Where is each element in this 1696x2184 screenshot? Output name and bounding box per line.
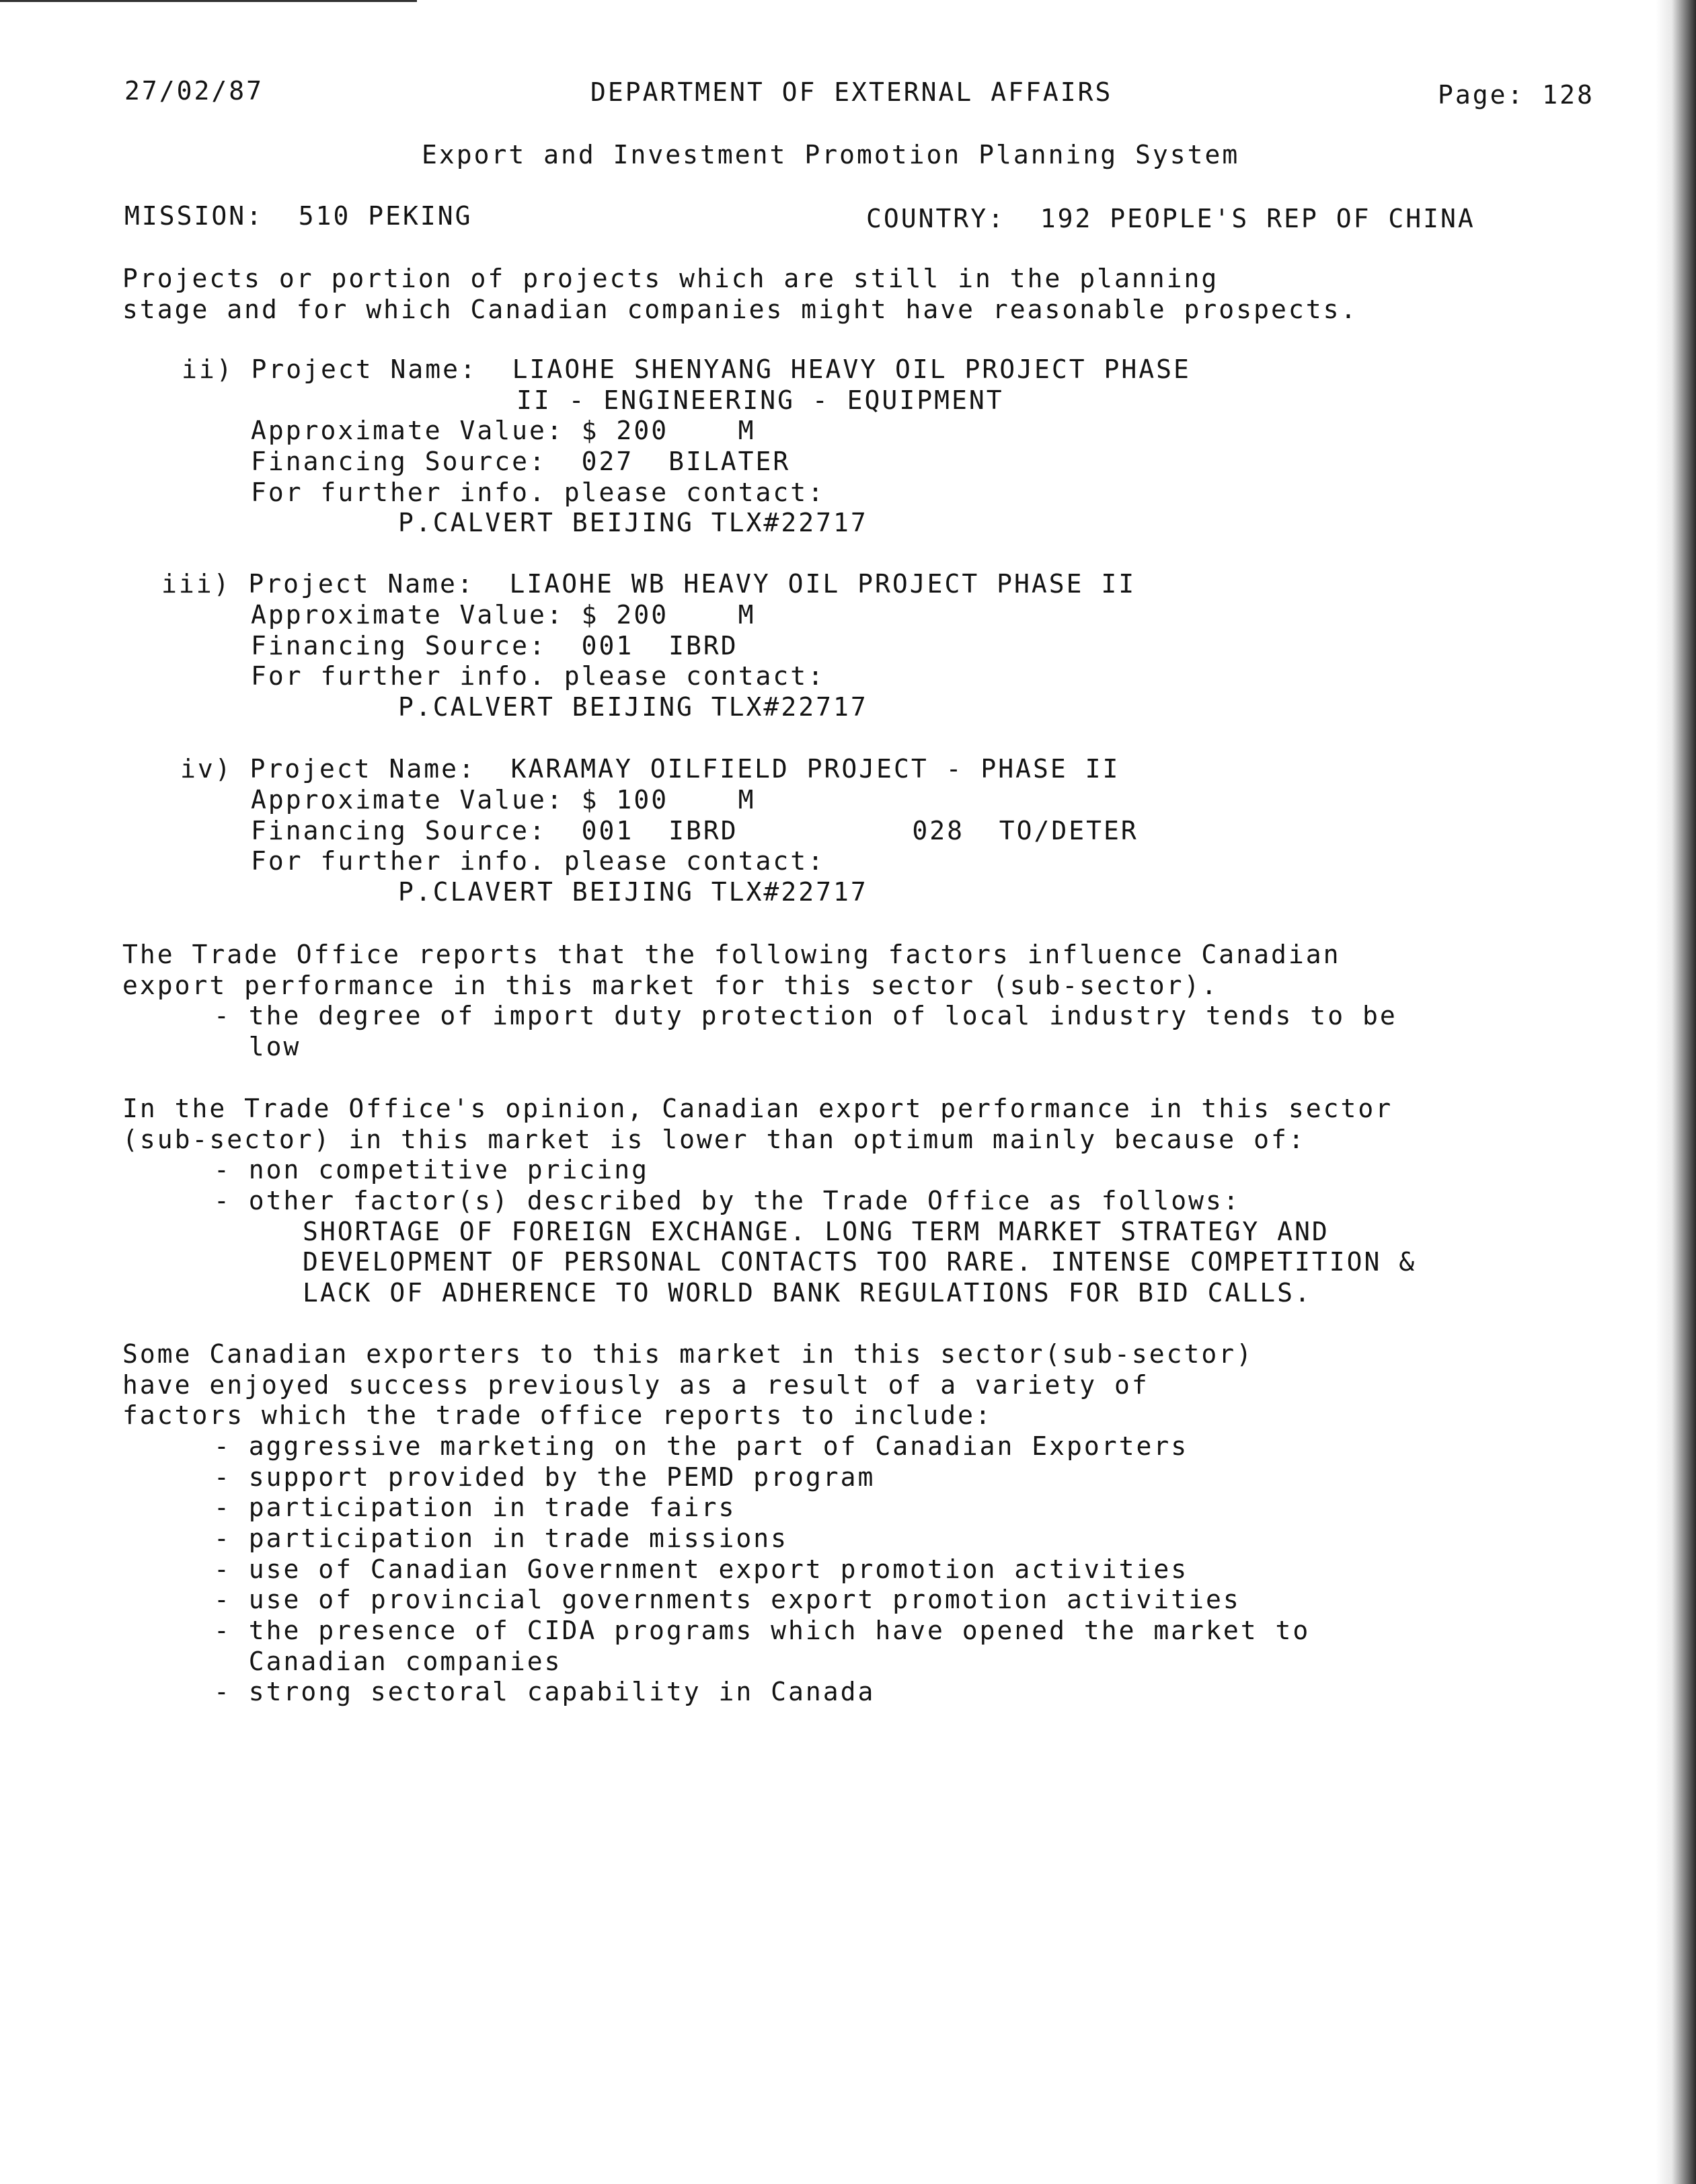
- success-item: - aggressive marketing on the part of Canadian Exporters: [214, 1431, 1189, 1461]
- success-intro: factors which the trade office reports to include:: [122, 1400, 993, 1430]
- project-contact: P.CALVERT BEIJING TLX#22717: [398, 692, 868, 722]
- intro-line: stage and for which Canadian companies might have reasonable prospects.: [122, 295, 1358, 324]
- factors-intro: The Trade Office reports that the following factors influence Canadian: [122, 940, 1341, 969]
- project-name-continued: II - ENGINEERING - EQUIPMENT: [516, 385, 1004, 415]
- mission-label: MISSION: 510 PEKING: [124, 201, 473, 231]
- factors-intro: export performance in this market for this sector (sub-sector).: [122, 971, 1219, 1000]
- project-contact-label: For further info. please contact:: [251, 846, 825, 876]
- success-item: - participation in trade missions: [214, 1523, 788, 1553]
- opinion-detail: LACK OF ADHERENCE TO WORLD BANK REGULATIONS FOR BID CALLS.: [303, 1278, 1312, 1308]
- project-financing: Financing Source: 027 BILATER: [251, 447, 791, 476]
- opinion-item: - other factor(s) described by the Trade Office as follows:: [214, 1186, 1241, 1215]
- project-value: Approximate Value: $ 200 M: [251, 600, 756, 630]
- project-name: iv) Project Name: KARAMAY OILFIELD PROJECT - PHASE II: [180, 754, 1120, 784]
- success-item: - use of Canadian Government export promotion activities: [214, 1554, 1189, 1584]
- success-item: - the presence of CIDA programs which have opened the market to: [214, 1616, 1311, 1645]
- report-date: 27/02/87: [124, 76, 264, 106]
- success-intro: have enjoyed success previously as a result of a variety of: [122, 1370, 1149, 1400]
- factor-item: low: [214, 1032, 301, 1061]
- project-value: Approximate Value: $ 100 M: [251, 785, 756, 815]
- opinion-item: - non competitive pricing: [214, 1155, 649, 1184]
- opinion-intro: In the Trade Office's opinion, Canadian export performance in this sector: [122, 1094, 1393, 1123]
- country-label: COUNTRY: 192 PEOPLE'S REP OF CHINA: [866, 204, 1475, 233]
- project-contact: P.CLAVERT BEIJING TLX#22717: [398, 877, 868, 907]
- opinion-detail: DEVELOPMENT OF PERSONAL CONTACTS TOO RARE. INTENSE COMPETITION &: [303, 1247, 1417, 1277]
- project-contact: P.CALVERT BEIJING TLX#22717: [398, 508, 868, 537]
- page-number: Page: 128: [1438, 80, 1594, 110]
- intro-line: Projects or portion of projects which are still in the planning: [122, 264, 1219, 293]
- project-name: iii) Project Name: LIAOHE WB HEAVY OIL PROJECT PHASE II: [161, 569, 1136, 599]
- success-item: Canadian companies: [214, 1647, 562, 1676]
- system-title: Export and Investment Promotion Planning System: [422, 140, 1240, 170]
- success-item: - strong sectoral capability in Canada: [214, 1677, 876, 1706]
- project-contact-label: For further info. please contact:: [251, 478, 825, 507]
- project-financing: Financing Source: 001 IBRD: [251, 631, 738, 661]
- opinion-detail: SHORTAGE OF FOREIGN EXCHANGE. LONG TERM MARKET STRATEGY AND: [303, 1217, 1329, 1246]
- project-financing: Financing Source: 001 IBRD 028 TO/DETER: [251, 816, 1139, 845]
- success-item: - use of provincial governments export promotion activities: [214, 1585, 1241, 1614]
- project-contact-label: For further info. please contact:: [251, 661, 825, 691]
- project-name: ii) Project Name: LIAOHE SHENYANG HEAVY OIL PROJECT PHASE: [182, 354, 1191, 384]
- scan-top-mark: [0, 0, 417, 2]
- success-item: - support provided by the PEMD program: [214, 1462, 876, 1492]
- success-intro: Some Canadian exporters to this market in this sector(sub-sector): [122, 1339, 1254, 1369]
- department-title: DEPARTMENT OF EXTERNAL AFFAIRS: [590, 77, 1113, 107]
- project-value: Approximate Value: $ 200 M: [251, 416, 756, 445]
- scan-right-edge: [1656, 0, 1696, 2184]
- success-item: - participation in trade fairs: [214, 1493, 736, 1522]
- opinion-intro: (sub-sector) in this market is lower than optimum mainly because of:: [122, 1125, 1306, 1154]
- factor-item: - the degree of import duty protection of local industry tends to be: [214, 1001, 1397, 1030]
